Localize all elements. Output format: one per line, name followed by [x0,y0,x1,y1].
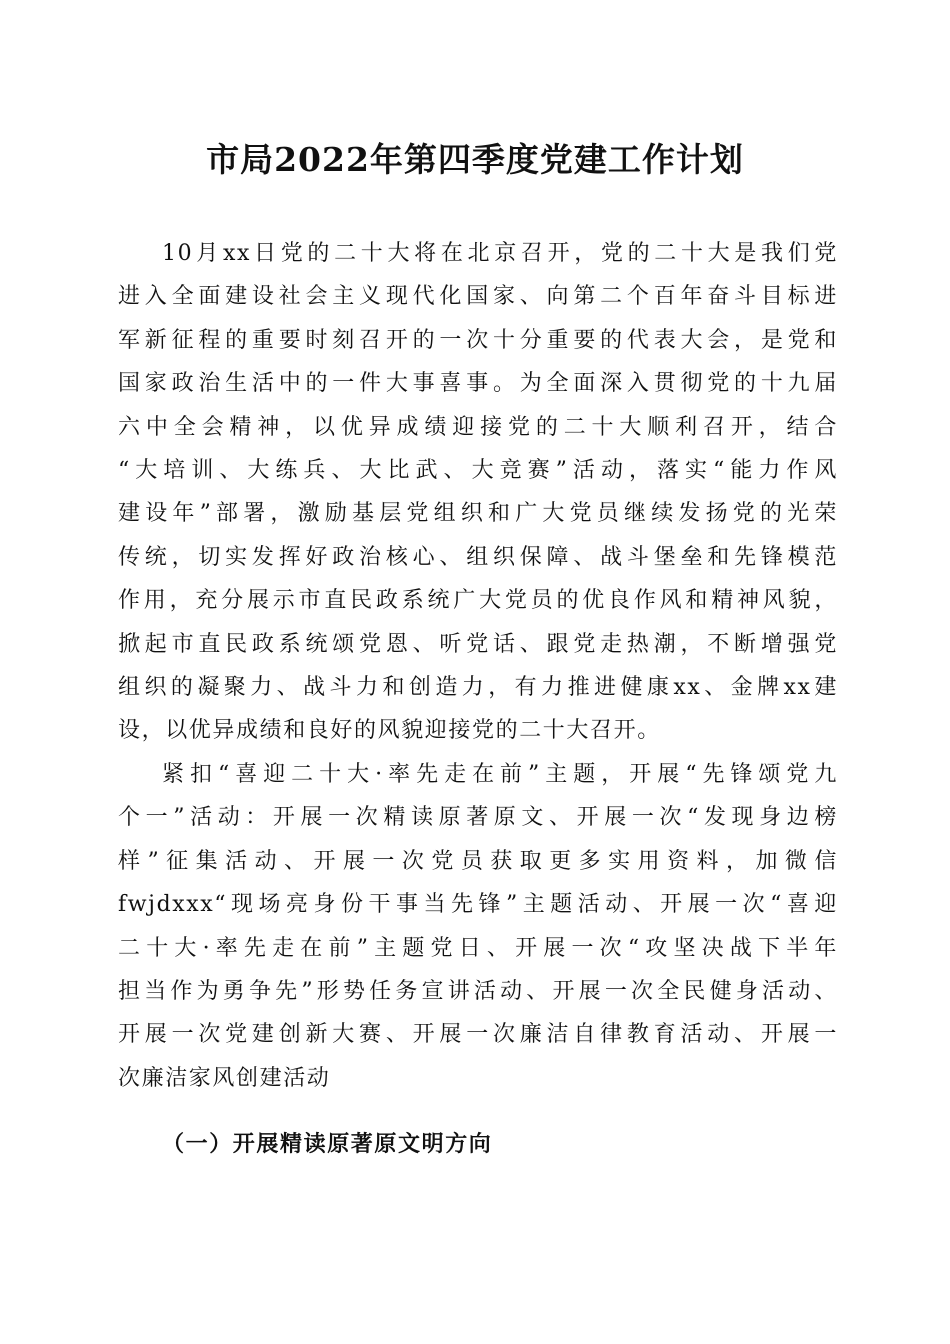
text-line: 建设年”部署，激励基层党组织和广大党员继续发扬党的光荣 [118,501,838,527]
text-line: 次廉洁家风创建活动 [118,1065,331,1091]
text-line: 开展一次党建创新大赛、开展一次廉洁自律教育活动、开展一 [118,1022,838,1048]
text-line: 进入全面建设社会主义现代化国家、向第二个百年奋斗目标进 [118,284,838,310]
document-title: 市局2022年第四季度党建工作计划 [206,140,744,179]
text-line: 组织的凝聚力、战斗力和创造力，有力推进健康xx、金牌xx建 [118,674,838,700]
text-line: 六中全会精神，以优异成绩迎接党的二十大顺利召开，结合 [118,414,838,440]
text-line: 样”征集活动、开展一次党员获取更多实用资料，加微信 [118,848,838,874]
text-line: 军新征程的重要时刻召开的一次十分重要的代表大会，是党和 [118,327,838,353]
text-line: 传统，切实发挥好政治核心、组织保障、战斗堡垒和先锋模范 [118,544,838,570]
text-line: 紧扣“喜迎二十大·率先走在前”主题，开展“先锋颂党九 [162,762,838,787]
section-heading-block [118,1123,838,1166]
text-line: “大培训、大练兵、大比武、大竞赛”活动，落实“能力作风 [118,457,838,483]
text-line: fwjdxxx“现场亮身份干事当先锋”主题活动、开展一次“喜迎 [118,892,838,918]
text-line: 国家政治生活中的一件大事喜事。为全面深入贯彻党的十九届 [118,371,838,397]
text-line: 掀起市直民政系统颂党恩、听党话、跟党走热潮，不断增强党 [118,631,838,657]
text-line: 二十大·率先走在前”主题党日、开展一次“攻坚决战下半年 [118,935,838,961]
text-line: 10月xx日党的二十大将在北京召开，党的二十大是我们党 [162,241,838,266]
section-heading: （一）开展精读原著原文明方向 [162,1131,493,1157]
text-line: 担当作为勇争先”形势任务宣讲活动、开展一次全民健身活动、 [118,978,838,1004]
paragraph-2 [118,753,838,1100]
text-line: 作用，充分展示市直民政系统广大党员的优良作风和精神风貌， [118,588,838,614]
text-line: 设，以优异成绩和良好的风貌迎接党的二十大召开。 [118,718,661,744]
paragraph-1 [118,232,838,753]
text-line: 个一”活动：开展一次精读原著原文、开展一次“发现身边榜 [118,805,838,831]
